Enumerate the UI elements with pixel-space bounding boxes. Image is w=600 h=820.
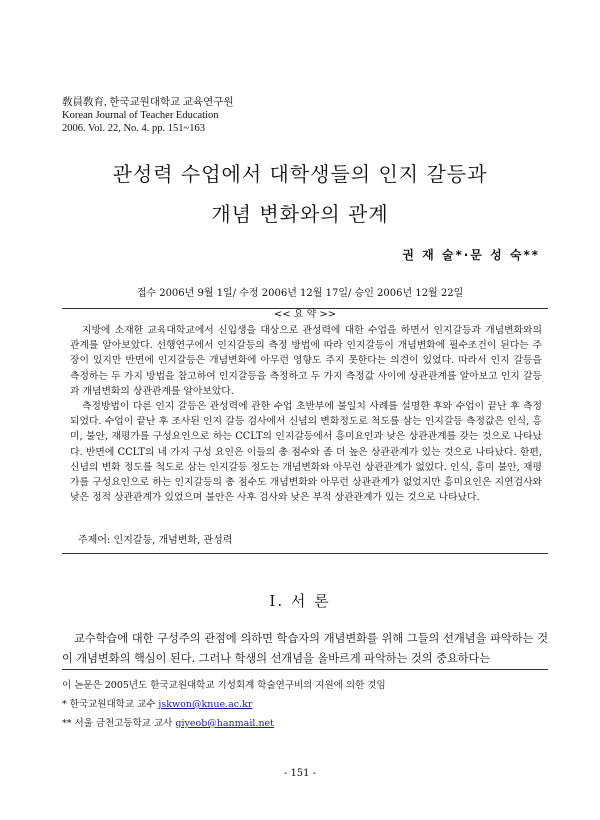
abstract-label-wrap	[62, 302, 548, 321]
authors: 권 재 술*·문 성 숙**	[402, 248, 540, 262]
intro-paragraph: 교수학습에 대한 구성주의 관점에 의하면 학습자의 개념변화를 위해 그들의 선개념을 파악하는 것이 개념변화의 핵심이 된다. 그러나 학생의 선개념을 올바르게 파악하는 것의 중요하다는	[62, 632, 548, 665]
footnote-divider	[62, 669, 548, 670]
abstract-text	[70, 323, 542, 505]
footnotes	[62, 676, 548, 733]
intro-text	[62, 629, 548, 669]
author2-email-link[interactable]: giyeob@hanmail.net	[175, 718, 274, 729]
abstract-paragraph-1: 지방에 소재한 교육대학교에서 신입생을 대상으로 관성력에 대한 수업을 하면서 인지갈등과 개념변화와의 관계를 알아보았다. 선행연구에서 인지갈등의 측정 방법에 따라 인지갈등이 개념변화에 필수조건이 된다는 주장이 있지만 반면에 인지갈등은 개념변화에 아무런 영향도 주지 못한다는 의견이 있었다. 따라서 인지 갈등을 측정하는 두 가지 방법을 참고하여 인지갈등을 측정하고 두 가지 측정값 사이에 상관관계를 알아보고 인지 갈등과 개념변화의 상관관계를 알아보았다.	[70, 325, 542, 397]
abstract-label: << 요 약 >>	[268, 309, 342, 320]
footnote-author1-affiliation: * 한국교원대학교 교수	[62, 699, 159, 710]
paper-title-line2: 개념 변화와의 관계	[211, 202, 389, 226]
section-heading: Ⅰ. 서 론	[269, 592, 331, 610]
abstract-box	[62, 308, 548, 554]
journal-name-korean: 敎員敎育, 한국교원대학교 교육연구원	[62, 97, 234, 108]
footnote-funding: 이 논문은 2005년도 한국교원대학교 기성회계 학술연구비의 지원에 의한 것임	[62, 680, 386, 691]
footnote-author1	[62, 695, 548, 714]
paper-title-line1: 관성력 수업에서 대학생들의 인지 갈등과	[112, 162, 488, 186]
journal-header	[62, 96, 234, 135]
page-number: - 151 -	[283, 768, 317, 779]
footnote-author2	[62, 714, 548, 733]
author1-email-link[interactable]: jskwon@knue.ac.kr	[158, 699, 253, 710]
journal-citation: 2006. Vol. 22, No. 4. pp. 151~163	[62, 123, 205, 134]
journal-name-english: Korean Journal of Teacher Education	[62, 110, 219, 121]
keywords: 주제어: 인지갈등, 개념변화, 관성력	[78, 535, 233, 546]
submission-dates: 접수 2006년 9월 1일/ 수정 2006년 12월 17일/ 승인 2006년 12월 22일	[136, 288, 464, 299]
abstract-paragraph-2: 측정방법이 다른 인지 갈등은 관성력에 관한 수업 초반부에 불일치 사례를 설명한 후와 수업이 끝난 후 측정되었다. 수업이 끝난 후 조사된 인지 갈등 검사에서 신념의 변화정도로 척도를 삼는 인지갈등 측정값은 인식, 흥미, 불안, 재평가를 구성요인으로 하는 CCLT의 인지갈등에서 흥미요인과 낮은 상관관계를 갖는 것으로 나타났다. 반면에 CCLT의 네 가지 구성 요인은 이들의 총 점수와 좀 더 높은 상관관계가 있는 것으로 나타났다. 한편, 신념의 변화 정도를 척도로 삼는 인지갈등 정도는 개념변화와 아무런 상관관계가 없었다. 인식, 흥미 불안, 재평가를 구성요인으로 하는 인지갈등의 총 점수도 개념변화와 아무런 상관관계가 없었지만 흥미요인은 지연검사와 낮은 정적 상관관계가 있었으며 불안은 사후 검사와 낮은 부적 상관관계가 있는 것으로 나타났다.	[70, 401, 542, 504]
footnote-author2-affiliation: ** 서울 금천고등학교 교사	[62, 718, 176, 729]
